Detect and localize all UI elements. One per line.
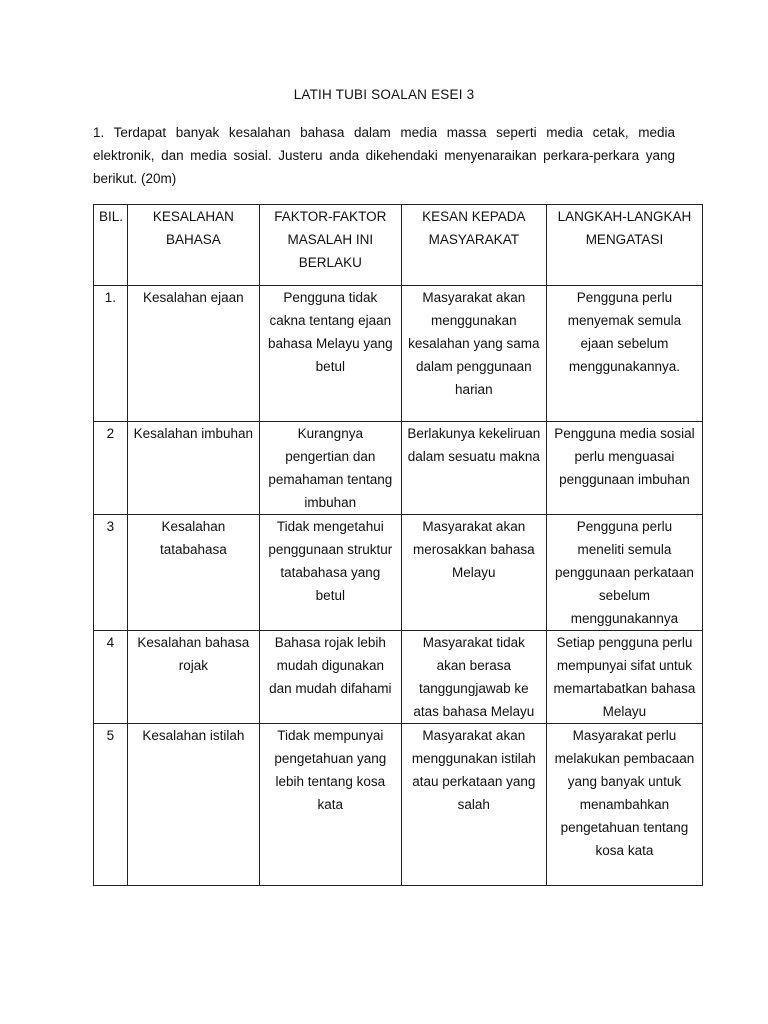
table-row [94, 422, 703, 515]
cell-kesan: Berlakunya kekeliruan dalam sesuatu makna [401, 422, 546, 515]
cell-kesalahan: Kesalahan tatabahasa [127, 515, 259, 631]
cell-bil: 3 [94, 515, 128, 631]
header-kesan: KESAN KEPADA MASYARAKAT [401, 205, 546, 286]
header-faktor: FAKTOR-FAKTOR MASALAH INI BERLAKU [259, 205, 401, 286]
cell-langkah: Pengguna perlu meneliti semula penggunaan perkataan sebelum menggunakannya [546, 515, 702, 631]
question-text: 1. Terdapat banyak kesalahan bahasa dalam media massa seperti media cetak, media elektronik, dan media sosial. Justeru anda dikehendaki menyenaraikan perkara-perkara yang berikut. (20m) [93, 125, 675, 186]
cell-bil: 2 [94, 422, 128, 515]
cell-kesan: Masyarakat akan menggunakan kesalahan yang sama dalam penggunaan harian [401, 286, 546, 422]
table-row [94, 286, 703, 422]
cell-bil: 1. [94, 286, 128, 422]
header-kesalahan-bahasa: KESALAHAN BAHASA [127, 205, 259, 286]
table-header-row [94, 205, 703, 286]
cell-kesalahan: Kesalahan bahasa rojak [127, 631, 259, 724]
cell-langkah: Masyarakat perlu melakukan pembacaan yang banyak untuk menambahkan pengetahuan tentang kosa kata [546, 724, 702, 886]
cell-kesan: Masyarakat tidak akan berasa tanggungjawab ke atas bahasa Melayu [401, 631, 546, 724]
cell-bil: 5 [94, 724, 128, 886]
table-row [94, 631, 703, 724]
answer-table [93, 204, 703, 886]
cell-faktor: Tidak mempunyai pengetahuan yang lebih tentang kosa kata [259, 724, 401, 886]
cell-faktor: Tidak mengetahui penggunaan struktur tatabahasa yang betul [259, 515, 401, 631]
cell-langkah: Setiap pengguna perlu mempunyai sifat untuk memartabatkan bahasa Melayu [546, 631, 702, 724]
table-row [94, 724, 703, 886]
cell-faktor: Kurangnya pengertian dan pemahaman tentang imbuhan [259, 422, 401, 515]
cell-kesalahan: Kesalahan imbuhan [127, 422, 259, 515]
cell-kesan: Masyarakat akan merosakkan bahasa Melayu [401, 515, 546, 631]
cell-kesan: Masyarakat akan menggunakan istilah atau perkataan yang salah [401, 724, 546, 886]
document-title: LATIH TUBI SOALAN ESEI 3 [293, 87, 475, 102]
header-bil: BIL. [94, 205, 128, 286]
cell-faktor: Pengguna tidak cakna tentang ejaan bahasa Melayu yang betul [259, 286, 401, 422]
cell-langkah: Pengguna media sosial perlu menguasai penggunaan imbuhan [546, 422, 702, 515]
cell-kesalahan: Kesalahan ejaan [127, 286, 259, 422]
header-langkah: LANGKAH-LANGKAH MENGATASI [546, 205, 702, 286]
cell-langkah: Pengguna perlu menyemak semula ejaan sebelum menggunakannya. [546, 286, 702, 422]
cell-faktor: Bahasa rojak lebih mudah digunakan dan mudah difahami [259, 631, 401, 724]
table-row [94, 515, 703, 631]
cell-bil: 4 [94, 631, 128, 724]
cell-kesalahan: Kesalahan istilah [127, 724, 259, 886]
